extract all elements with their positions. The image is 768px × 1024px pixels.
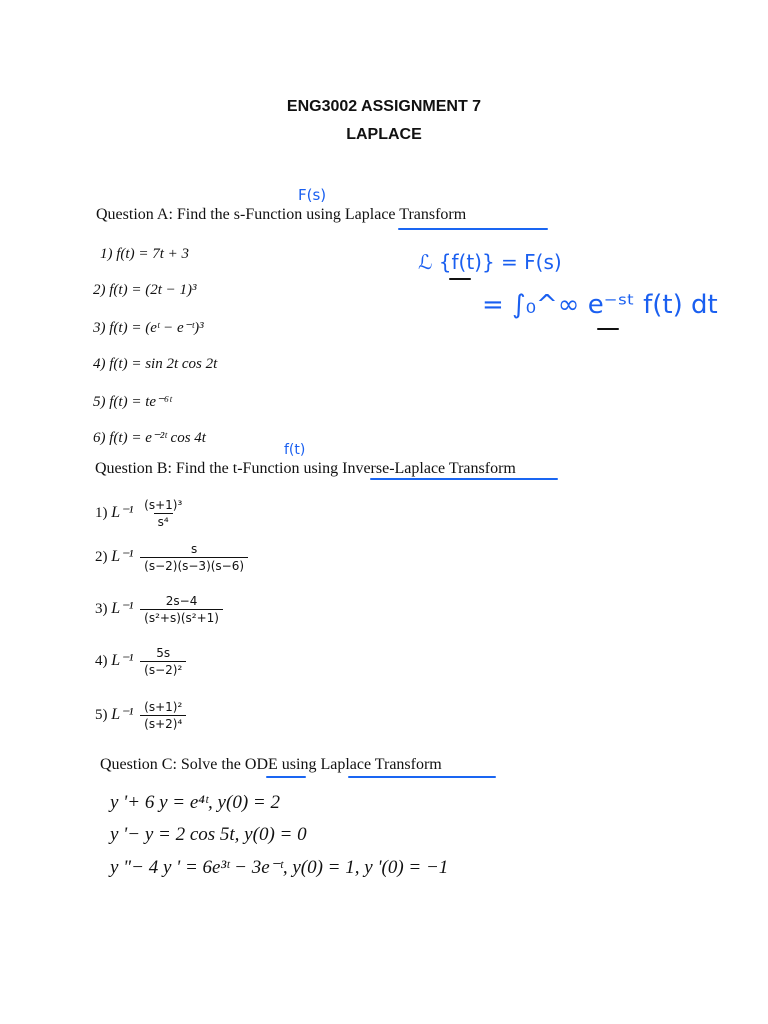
annotation-underline-laplace-c — [348, 776, 496, 778]
fraction — [140, 700, 186, 731]
question-a-item-6: 6) f(t) = e⁻²ᵗ cos 4t — [93, 430, 206, 446]
inverse-laplace-operator: L⁻¹ — [111, 547, 134, 565]
annotation-underline-inverse-laplace — [370, 478, 558, 480]
denominator: (s²+s)(s²+1) — [140, 609, 223, 625]
item-number: 3) — [95, 600, 108, 617]
numerator: 5s — [156, 646, 171, 660]
question-a-item-3: 3) f(t) = (eᵗ − e⁻ᵗ)³ — [93, 320, 204, 336]
numerator: (s+1)³ — [144, 498, 183, 512]
annotation-laplace-integral: = ∫₀^∞ e⁻ˢᵗ f(t) dt — [482, 290, 718, 320]
denominator: (s+2)⁴ — [140, 715, 186, 731]
fraction — [140, 594, 223, 625]
inverse-laplace-operator: L⁻¹ — [111, 705, 134, 723]
question-b-heading: Question B: Find the t-Function using Inverse-Laplace Transform — [95, 460, 516, 477]
question-c-heading: Question C: Solve the ODE using Laplace Transform — [100, 756, 442, 773]
fraction — [140, 646, 186, 677]
fraction — [140, 542, 248, 573]
numerator: 2s−4 — [165, 594, 198, 608]
inverse-laplace-operator: L⁻¹ — [111, 503, 134, 521]
question-a-heading: Question A: Find the s-Function using Laplace Transform — [96, 206, 467, 223]
fraction — [140, 498, 186, 529]
item-number: 1) — [95, 504, 108, 521]
ode-equation-2: y '− y = 2 cos 5t, y(0) = 0 — [110, 824, 307, 845]
question-b-item-3 — [95, 594, 223, 625]
question-b-item-5 — [95, 700, 186, 731]
inverse-laplace-operator: L⁻¹ — [111, 651, 134, 669]
question-a-item-1: 1) f(t) = 7t + 3 — [100, 246, 189, 262]
ode-equation-3: y "− 4 y ' = 6e³ᵗ − 3e⁻ᵗ, y(0) = 1, y '(0) = −1 — [110, 857, 449, 878]
ode-equation-1: y '+ 6 y = e⁴ᵗ, y(0) = 2 — [110, 792, 280, 813]
denominator: (s−2)(s−3)(s−6) — [140, 557, 248, 573]
page-subtitle: LAPLACE — [346, 126, 422, 143]
question-b-item-4 — [95, 646, 186, 677]
item-number: 5) — [95, 706, 108, 723]
annotation-laplace-definition: ℒ {f(t)} = F(s) — [418, 250, 562, 274]
numerator: s — [190, 542, 198, 556]
question-a-item-2: 2) f(t) = (2t − 1)³ — [93, 282, 197, 298]
annotation-underline-ode — [266, 776, 306, 778]
annotation-underline-ft — [449, 278, 471, 280]
denominator: s⁴ — [154, 513, 173, 529]
question-b-item-1 — [95, 498, 186, 529]
item-number: 2) — [95, 548, 108, 565]
annotation-underline-ft-integral — [597, 328, 619, 330]
annotation-underline-laplace-transform — [398, 228, 548, 230]
question-a-item-5: 5) f(t) = te⁻⁶ᵗ — [93, 394, 172, 410]
denominator: (s−2)² — [140, 661, 186, 677]
numerator: (s+1)² — [144, 700, 183, 714]
page-title: ENG3002 ASSIGNMENT 7 — [286, 98, 482, 115]
inverse-laplace-operator: L⁻¹ — [111, 599, 134, 617]
item-number: 4) — [95, 652, 108, 669]
question-a-item-4: 4) f(t) = sin 2t cos 2t — [93, 356, 218, 372]
annotation-fs-label: F(s) — [298, 186, 327, 204]
annotation-ft-label: f(t) — [284, 442, 306, 458]
question-b-item-2 — [95, 542, 248, 573]
